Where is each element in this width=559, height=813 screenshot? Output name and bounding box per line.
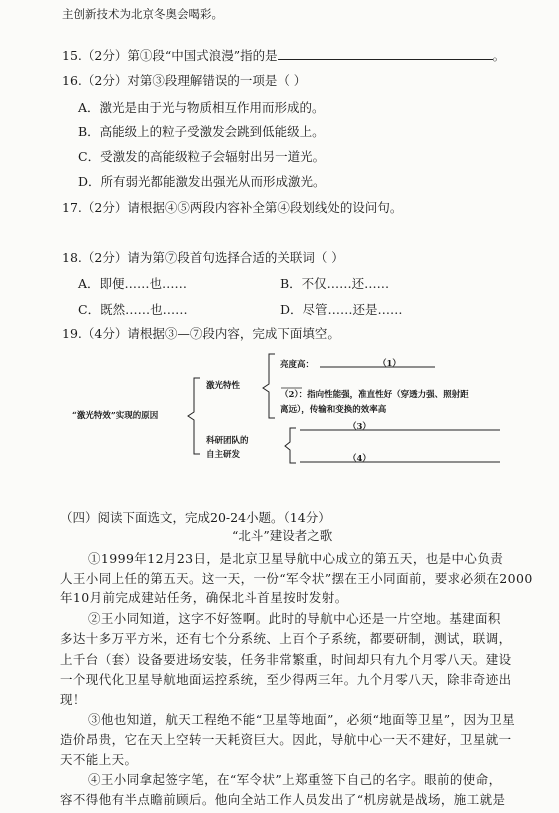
answer-blank-15[interactable] [278, 47, 493, 60]
passage-line: 现！ [60, 692, 86, 707]
passage-line: 天不能上天。 [60, 752, 138, 767]
option-16-a: A．激光是由于光与物质相互作用而形成的。 [78, 100, 325, 115]
passage-line: 造价昂贵，它在天上空转一天耗资巨大。因此，导航中心一天不建好，卫星就一 [60, 732, 512, 747]
passage-line: 年10月前完成建站任务，确保北斗首星按时发射。 [60, 590, 348, 605]
option-18-a: A．即便……也…… [78, 276, 188, 291]
passage-title: “北斗”建设者之歌 [232, 528, 333, 543]
passage-line: ④王小同拿起签字笔，在“军令状”上郑重签下自己的名字。眼前的使命， [88, 772, 502, 787]
option-16-b: B．高能级上的粒子受激发会跳到低能级上。 [78, 124, 325, 139]
passage-line: 一个现代化卫星导航地面运控系统，至少得两三年。九个月零八天，除非奇迹出 [60, 672, 512, 687]
option-16-c: C．受激发的高能级粒子会辐射出另一道光。 [78, 149, 326, 164]
diagram-blank-4-label[interactable]: （4） [348, 454, 371, 464]
option-18-d: D．尽管……还是…… [280, 302, 403, 317]
fill-in-diagram [60, 348, 520, 468]
option-18-b: B．不仅……还…… [280, 276, 390, 291]
diagram-root: “激光特效”实现的原因 [72, 411, 159, 421]
diagram-leaf-2-line2: 离远），传输和变换的效率高 [280, 405, 387, 415]
intro-line: 主创新技术为北京冬奥会喝彩。 [62, 7, 223, 21]
passage-line: 人王小同上任的第五天。这一天，一份“军令状”摆在王小同面前，要求必须在2000 [60, 571, 533, 586]
diagram-branch-team-line1: 科研团队的 [206, 436, 249, 446]
passage-line: 容不得他有半点瞻前顾后。他向全站工作人员发出了“机房就是战场，施工就是 [60, 792, 506, 807]
passage-line: 多达十多万平方米，还有七个分系统、上百个子系统，都要研制，测试，联调， [60, 631, 512, 646]
diagram-leaf-2-line1: （2）：指向性能强，准直性好（穿透力强、照射距 [280, 390, 469, 400]
question-15 [62, 47, 505, 64]
diagram-branch-team-line2: 自主研发 [206, 450, 241, 460]
option-16-d: D．所有弱光都能激发出强光从而形成激光。 [78, 174, 326, 189]
diagram-blank-1-label[interactable]: （1） [378, 359, 401, 369]
passage-line: 上千台（套）设备要进场安装，任务非常繁重，时间却只有九个月零八天。建设 [60, 652, 512, 667]
passage-line: ③他也知道，航天工程绝不能“卫星等地面”，必须“地面等卫星”，因为卫星 [88, 712, 516, 727]
passage-line: ②王小同知道，这字不好签啊。此时的导航中心还是一片空地。基建面积 [88, 611, 501, 626]
diagram-leaf-brightness: 亮度高： [280, 360, 315, 370]
question-19-text: 19.（4分）请根据③—⑦段内容，完成下面填空。 [62, 326, 340, 341]
question-17-text: 17.（2分）请根据④⑤两段内容补全第④段划线处的设问句。 [62, 200, 403, 215]
diagram-branch-laser-traits: 激光特性 [206, 381, 241, 391]
question-18-text: 18.（2分）请为第⑦段首句选择合适的关联词（ ） [62, 250, 344, 265]
question-16-text: 16.（2分）对第③段理解错误的一项是（ ） [62, 73, 307, 88]
option-18-c: C．既然……也…… [78, 302, 188, 317]
passage-line: ①1999年12月23日，是北京卫星导航中心成立的第五天，也是中心负责 [88, 551, 504, 566]
diagram-blank-3-label[interactable]: （3） [348, 422, 371, 432]
question-15-end: 。 [492, 48, 506, 63]
section-4-heading: （四）阅读下面选文，完成20-24小题。（14分） [60, 510, 331, 525]
question-15-text: 15.（2分）第①段“中国式浪漫”指的是 [62, 48, 278, 63]
